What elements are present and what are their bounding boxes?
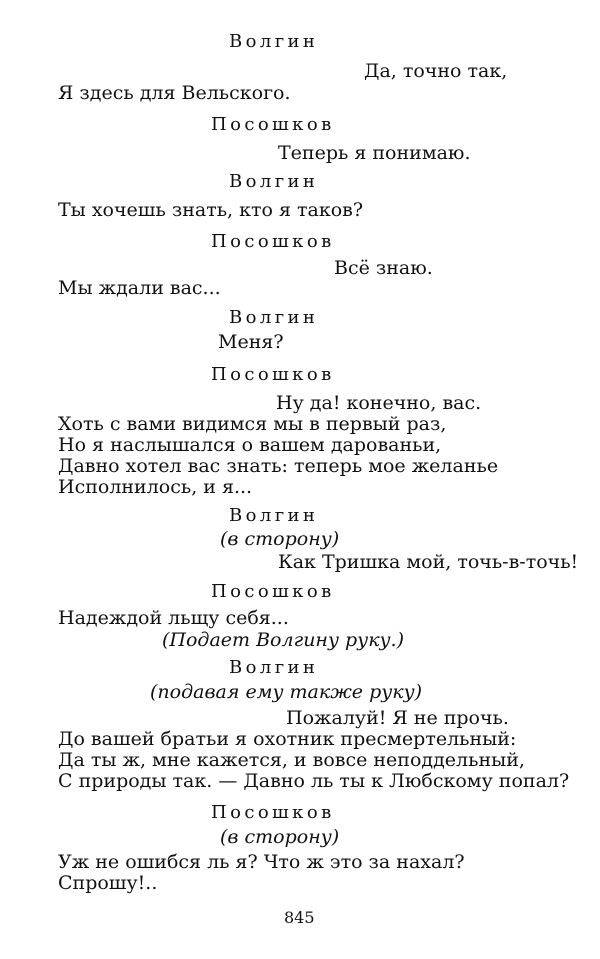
speaker-pososhkov: Посошков bbox=[211, 231, 335, 252]
verse-line: Ну да! конечно, вас. bbox=[276, 392, 482, 414]
verse-line: Ты хочешь знать, кто я таков? bbox=[58, 199, 364, 221]
speaker-pososhkov: Посошков bbox=[211, 114, 335, 135]
page-number: 845 bbox=[284, 908, 315, 927]
stage-direction: (в сторону) bbox=[220, 826, 340, 848]
stage-direction: (Подает Волгину руку.) bbox=[162, 629, 405, 651]
verse-line: Спрошу!.. bbox=[58, 872, 158, 894]
verse-line: Как Тришка мой, точь-в-точь! bbox=[278, 551, 579, 573]
verse-line: Я здесь для Вельского. bbox=[58, 82, 291, 104]
verse-line: Надеждой льщу себя... bbox=[58, 607, 289, 629]
verse-line: Хоть с вами видимся мы в первый раз, bbox=[58, 413, 447, 435]
verse-line: Всё знаю. bbox=[334, 257, 433, 279]
verse-line: Но я наслышался о вашем дарованьи, bbox=[58, 434, 442, 456]
verse-line: Мы ждали вас... bbox=[58, 277, 221, 299]
speaker-pososhkov: Посошков bbox=[211, 802, 335, 823]
speaker-volgin: Волгин bbox=[229, 657, 319, 678]
speaker-volgin: Волгин bbox=[229, 505, 319, 526]
stage-direction: (подавая ему также руку) bbox=[150, 681, 423, 703]
verse-line: Исполнилось, и я... bbox=[58, 476, 253, 498]
speaker-pososhkov: Посошков bbox=[211, 364, 335, 385]
verse-line: Меня? bbox=[218, 331, 284, 353]
verse-line: Да, точно так, bbox=[364, 60, 508, 82]
verse-line: Да ты ж, мне кажется, и вовсе неподдельный, bbox=[58, 749, 525, 771]
verse-line: С природы так. — Давно ль ты к Любскому попал? bbox=[58, 770, 570, 792]
speaker-volgin: Волгин bbox=[229, 171, 319, 192]
verse-line: До вашей братьи я охотник пресмертельный: bbox=[58, 728, 517, 750]
speaker-volgin: Волгин bbox=[229, 31, 319, 52]
verse-line: Теперь я понимаю. bbox=[278, 142, 471, 164]
stage-direction: (в сторону) bbox=[220, 528, 340, 550]
verse-line: Пожалуй! Я не прочь. bbox=[286, 707, 509, 729]
verse-line: Уж не ошибся ль я? Что ж это за нахал? bbox=[58, 851, 465, 873]
speaker-pososhkov: Посошков bbox=[211, 581, 335, 602]
speaker-volgin: Волгин bbox=[229, 307, 319, 328]
verse-line: Давно хотел вас знать: теперь мое желанье bbox=[58, 455, 499, 477]
